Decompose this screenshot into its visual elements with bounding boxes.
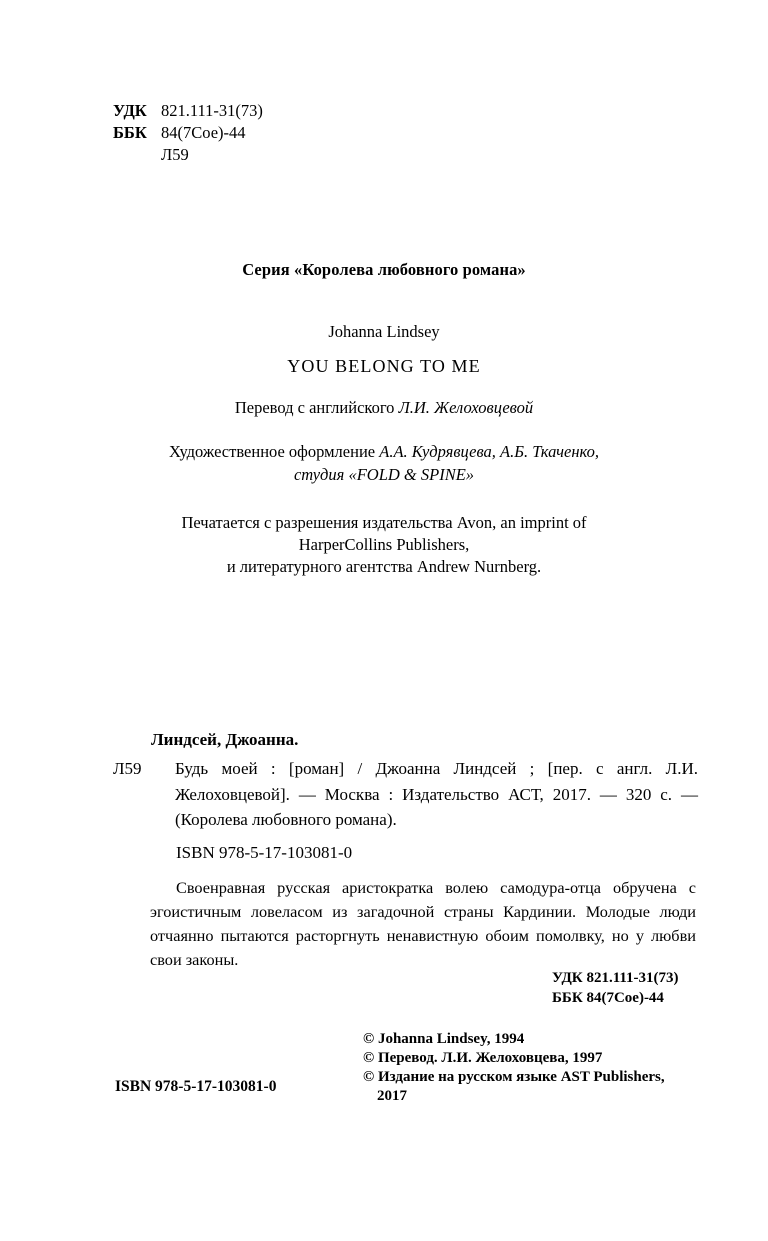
classification-repeat-udc: УДК 821.111-31(73): [552, 970, 679, 986]
copyright-block: [363, 1030, 703, 1106]
design-studio: студия «FOLD & SPINE»: [293, 465, 475, 484]
classification-row-sigla: [113, 144, 263, 166]
classification-value-udc: 821.111-31(73): [161, 101, 263, 120]
cip-description: Будь моей : [роман] / Джоанна Линдсей ; [пер. с англ. Л.И. Желоховцевой]. — Москва : Издательство АСТ, 2017. — 320 с. — (Королева любовного романа).: [175, 759, 698, 829]
copyright-line-edition-year: 2017: [377, 1088, 407, 1104]
classification-value-bbk: 84(7Сое)-44: [161, 123, 246, 142]
series-title: Серия «Королева любовного романа»: [242, 260, 526, 279]
copyright-line-edition: © Издание на русском языке AST Publishers,: [363, 1069, 665, 1085]
author-name-latin: Johanna Lindsey: [328, 322, 440, 341]
permission-line-3: и литературного агентства Andrew Nurnberg.: [226, 557, 542, 576]
classification-value-sigla: Л59: [161, 145, 189, 164]
permission-line-2: HarperCollins Publishers,: [298, 535, 470, 554]
translator-name: Л.И. Желоховцевой: [398, 398, 534, 417]
classification-repeat-bbk: ББК 84(7Сое)-44: [552, 990, 664, 1006]
book-annotation: Своенравная русская аристократка волею самодура-отца обручена с эгоистичным ловеласом из загадочной страны Кардинии. Молодые люди отчаянно пытаются расторгнуть ненавистную обоим помолвку, но у любви свои законы.: [150, 878, 696, 969]
classification-label-udc: УДК: [113, 101, 147, 120]
designer-names: А.А. Кудрявцева, А.Б. Ткаченко,: [379, 442, 599, 461]
translation-credit-prefix: Перевод с английского: [234, 398, 399, 417]
classification-repeat-block: [552, 968, 679, 1008]
cip-sigla: Л59: [113, 759, 142, 778]
classification-row-bbk: [113, 122, 263, 144]
cip-record: [113, 728, 698, 833]
permission-line-1: Печатается с разрешения издательства Avon, an imprint of: [181, 513, 587, 532]
credits-block: [0, 260, 768, 578]
copyright-line-translation: © Перевод. Л.И. Желоховцева, 1997: [363, 1050, 603, 1066]
classification-label-sigla: [113, 144, 161, 166]
permission-notice: [0, 512, 768, 578]
cip-body: [113, 756, 698, 833]
classification-row-udc: [113, 100, 263, 122]
isbn-bottom: ISBN 978-5-17-103081-0: [115, 1078, 277, 1095]
cip-author-heading: Линдсей, Джоанна.: [151, 730, 299, 749]
design-credit: [0, 440, 768, 486]
translation-credit: [0, 398, 768, 418]
classification-label-bbk: ББК: [113, 123, 147, 142]
classification-block: [113, 100, 263, 166]
design-credit-prefix: Художественное оформление: [168, 442, 380, 461]
isbn-cip: ISBN 978-5-17-103081-0: [176, 843, 353, 862]
design-credit-line1: [0, 440, 768, 463]
original-title: YOU BELONG TO ME: [287, 356, 481, 376]
copyright-line-author: © Johanna Lindsey, 1994: [363, 1031, 525, 1047]
design-credit-line2: [0, 463, 768, 486]
